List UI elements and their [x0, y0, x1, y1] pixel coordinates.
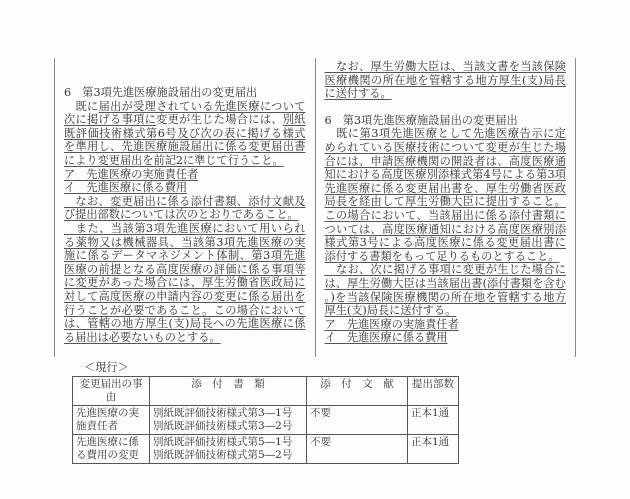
table-cell [150, 406, 307, 435]
underlined-text: 届出が受理されている先進医療について次に掲げる事項に [64, 99, 306, 127]
form-name: 別紙既評価技術様式第5―1号 [153, 436, 293, 449]
paragraph: なお、厚生労働大臣は、当該文書を当該保険医療機関の所在地を管轄する地方厚生(支)局長に送付する。 [324, 60, 566, 101]
current-version-label: ＜現行＞ [84, 360, 129, 374]
list-item: ア 先進医療の実施責任者 [324, 317, 459, 331]
section-heading: 6 第3項先進医療施設届出の変更届出 [64, 86, 258, 99]
table-cell: 正本1通 [408, 406, 459, 435]
text-segment: 既に [64, 99, 99, 113]
table-cell: 先進医療の実施責任者 [73, 406, 150, 435]
column-header: 提出部数 [408, 377, 459, 406]
table-row [73, 435, 459, 464]
paragraph: なお、変更届出に係る添付書類、添付文献及び提出部数については次のとおりであること。 [64, 194, 306, 222]
underlined-text: 第3項先進医療として先進医療告示に定められている医療技術について変更が生じた場合には、申請医療機関の開設者は、高度医療通知における高度医療別添様式第4号による第3項先進医療に係る変更届出書を、厚生労働省医政局長を経由して厚生労働大臣に提出すること。この場合において、当該届出に係る添付書類については、高度医療通知における高度医療別添様式第3号による高度医療に係る変更届出書に添付する書類をもって足りるものとすること。 [324, 127, 566, 263]
change-notification-table [72, 376, 459, 464]
table-cell: 先進医療に係る費用の変更 [73, 435, 150, 464]
left-column [54, 58, 315, 357]
column-header: 変更届出の事由 [73, 377, 150, 406]
paragraph [325, 127, 567, 263]
text-segment: 変更が生じた場合には、 [156, 113, 283, 127]
paragraph [64, 100, 306, 168]
two-column-frame [54, 58, 576, 357]
table-cell [150, 435, 307, 464]
list-item: イ 先進医療に係る費用 [64, 181, 188, 195]
paragraph: また、当該第3項先進医療において用いられる薬物又は機械器具、当該第3項先進医療の実施に係るデータマネジメント体制、第3項先進医療の前提となる高度医療の評価に係る事項等に変更があった場合には、厚生労働省医政局に対して高度医療の申請内容の変更に係る届出を行うことが必要であること。この場合においては、管轄の地方厚生(支)局長への先進医療に係る届出は必要ないものとする。 [64, 221, 306, 344]
list-item: ア 先進医療の実施責任者 [64, 167, 199, 181]
form-name: 別紙既評価技術様式第5―2号 [153, 449, 293, 462]
table-header-row [73, 377, 459, 406]
form-name: 別紙既評価技術様式第3―1号 [153, 407, 293, 420]
list-item: イ 先進医療に係る費用 [324, 331, 448, 345]
table-cell: 不要 [307, 406, 408, 435]
column-header: 添 付 書 類 [150, 377, 307, 406]
right-column [315, 58, 577, 357]
paragraph: なお、次に掲げる事項に変更が生じた場合には、厚生労働大臣は当該届出書(添付書類を含む。)を当該保険医療機関の所在地を管轄する地方厚生(支)局長に送付する。 [324, 263, 566, 318]
table-cell: 不要 [307, 435, 408, 464]
section-heading: 6 第3項先進医療施設届出の変更届出 [324, 113, 518, 127]
table-row [73, 406, 459, 435]
column-header: 添 付 文 献 [307, 377, 408, 406]
text-segment: 既に [324, 127, 360, 141]
form-name: 別紙既評価技術様式第3―2号 [153, 420, 293, 433]
table-cell: 正本1通 [408, 435, 459, 464]
underlined-text: 別紙既評価技術様式第6号及び次の表に掲げる様式を準用し、先進医療施設届出に係る変更届出書により変更届出を前記2に準じて行うこと。 [64, 113, 306, 167]
